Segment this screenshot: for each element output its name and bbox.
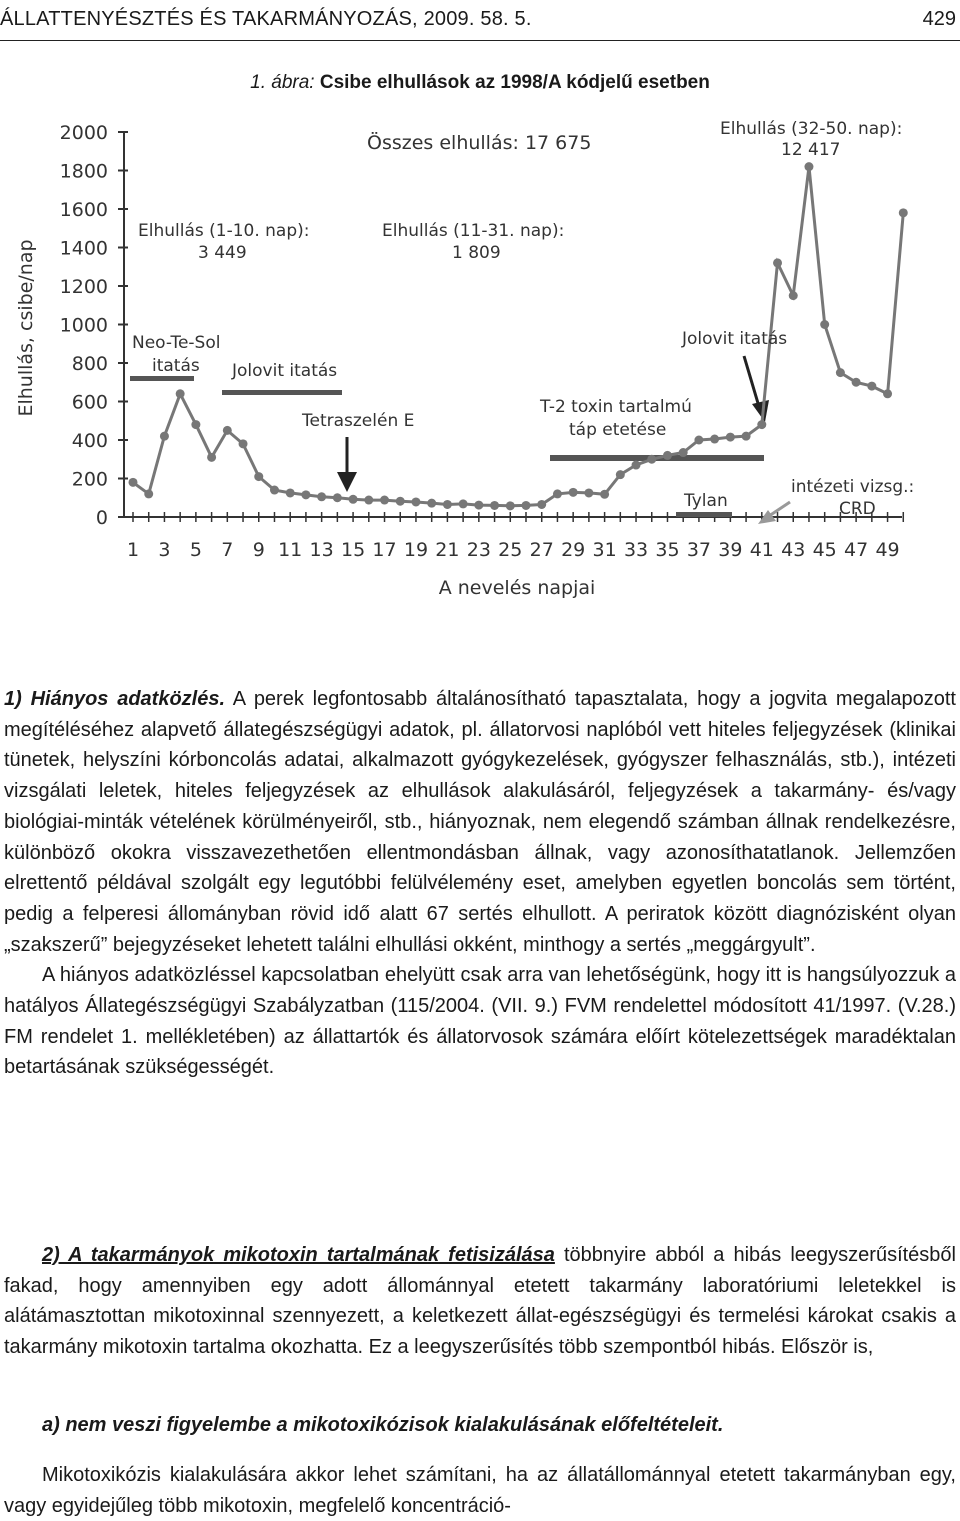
x-tick-label: 25: [498, 539, 523, 561]
data-point: [411, 497, 420, 506]
figure-title: Csibe elhullások az 1998/A kódjelű esetben: [319, 72, 710, 93]
data-point: [663, 451, 672, 460]
bar-jolovit-1: [222, 390, 342, 395]
data-point: [207, 453, 216, 462]
annotation-phase1-title: Elhullás (1-10. nap):: [138, 221, 310, 241]
x-axis-title: A nevelés napjai: [438, 577, 596, 599]
article-body-4: [4, 1460, 956, 1521]
data-point: [427, 499, 436, 508]
paragraph-2: [4, 960, 956, 1083]
data-point: [836, 368, 845, 377]
data-point: [757, 420, 766, 429]
data-point: [899, 208, 908, 217]
paragraph-3: [4, 1240, 956, 1363]
p4-text: a) nem veszi figyelembe a mikotoxikózisok kialakulásának előfeltételeit.: [42, 1414, 724, 1436]
x-tick-label: 27: [529, 539, 554, 561]
data-point: [223, 426, 232, 435]
paragraph-5: [4, 1460, 956, 1521]
paragraph-4: [4, 1410, 956, 1441]
data-point: [490, 501, 499, 510]
data-point: [522, 501, 531, 510]
x-tick-label: 3: [158, 539, 171, 561]
x-tick-label: 7: [221, 539, 234, 561]
annotation-total: Összes elhullás: 17 675: [367, 132, 592, 154]
p2-text: A hiányos adatközléssel kapcsolatban ehelyütt csak arra van lehetőségünk, hogy itt is hangsúlyozzuk a hatályos Állategészségügyi Szabályzatban (115/2004. (VII. 9.) FVM rendelettel módosított 41/1997. (V.28.) FM rendelet 1. mellékletében) az állattartók és állatorvosok számára előírt kötelezettségek maradéktalan betartásának szükségességét.: [4, 964, 956, 1079]
page-number: 429: [922, 8, 956, 30]
annotation-phase2-title: Elhullás (11-31. nap):: [382, 221, 565, 241]
data-point: [710, 435, 719, 444]
data-point: [820, 320, 829, 329]
annotation-phase1-value: 3 449: [198, 243, 247, 263]
annotation-neo-te-sol: Neo-Te-Sol: [132, 333, 221, 353]
x-tick-label: 23: [466, 539, 491, 561]
x-tick-label: 49: [875, 539, 900, 561]
data-point: [364, 496, 373, 505]
data-point: [647, 455, 656, 464]
p1-text: A perek legfontosabb általánosítható tapasztalata, hogy a jogvita megalapozott megítéléséhez alapvető állategészségügyi adatok, pl. állatorvosi naplóból vett hiteles feljegyzések (klinikai tünetek, helyszíni kórboncolás adatai, alkalmazott gyógykezelések, gyógyszer felhasználás, stb.), intézeti vizsgálati leletek, hiteles feljegyzések az elhullások alakulásáról, feljegyzések a takarmány- és/vagy biológiai-minták vételének körülményeiről, stb., hiányoznak, nem elegendő számban állnak rendelkezésre, különböző okokra visszavezethetően ellentmondásban állnak, vagy azonosíthatatlanok. Jellemzően elrettentő példával szolgált egy legutóbbi felülvélemény eset, amelyben egyetlen boncolás sem történt, pedig a felperesi állományban rövid idő alatt 67 sertés elhullott. A periratok között diagnózisként olyan „szakszerű” bejegyzéseket lehetett találni elhullási okként, minthogy a sertés „meggárgyult”.: [4, 688, 956, 956]
annotation-phase3-value: 12 417: [781, 140, 841, 160]
x-tick-label: 19: [403, 539, 429, 561]
data-point: [742, 432, 751, 441]
paragraph-1: [4, 684, 956, 960]
y-tick-label: 600: [71, 391, 108, 414]
data-point: [239, 439, 248, 448]
data-point: [380, 496, 389, 505]
data-point: [679, 448, 688, 457]
annotation-neo-itatas: itatás: [152, 356, 200, 376]
x-tick-label: 41: [749, 539, 774, 561]
y-axis-title: Elhullás, csibe/nap: [15, 239, 37, 417]
data-point: [867, 382, 876, 391]
data-point: [396, 497, 405, 506]
chart-axes: [15, 122, 903, 599]
data-point: [474, 501, 483, 510]
x-tick-label: 47: [844, 539, 869, 561]
p3-heading: 2) A takarmányok mikotoxin tartalmának fetisizálása: [42, 1244, 555, 1266]
data-point: [694, 436, 703, 445]
arrow-tetraszelen-head: [337, 472, 357, 492]
data-point: [270, 486, 279, 495]
y-tick-label: 200: [71, 468, 108, 491]
annotation-crd-1: intézeti vizsg.:: [791, 477, 915, 497]
x-tick-label: 37: [686, 539, 712, 561]
data-point: [537, 500, 546, 509]
y-tick-label: 1400: [59, 237, 108, 260]
annotation-phase3-title: Elhullás (32-50. nap):: [720, 119, 903, 139]
y-tick-label: 1200: [59, 276, 108, 298]
annotation-t2-toxin-1: T-2 toxin tartalmú: [540, 397, 692, 417]
x-tick-label: 45: [812, 539, 837, 561]
x-tick-label: 21: [435, 539, 460, 561]
y-tick-label: 400: [71, 430, 108, 452]
data-point: [349, 495, 358, 504]
y-tick-label: 1000: [59, 314, 108, 337]
journal-title: ÁLLATTENYÉSZTÉS ÉS TAKARMÁNYOZÁS, 2009. 58. 5.: [0, 8, 532, 30]
x-tick-label: 15: [340, 539, 366, 561]
data-point: [726, 433, 735, 442]
x-tick-label: 35: [655, 539, 680, 561]
x-tick-label: 17: [372, 539, 397, 561]
data-point: [852, 378, 861, 387]
x-tick-label: 29: [561, 539, 586, 561]
y-tick-label: 800: [71, 353, 108, 375]
data-point: [333, 493, 342, 502]
bar-neo-te-sol: [130, 376, 194, 381]
data-point: [773, 258, 782, 267]
page-header: [0, 0, 960, 41]
annotation-phase2-value: 1 809: [452, 243, 501, 263]
data-point: [632, 461, 641, 470]
data-point: [459, 499, 468, 508]
x-tick-label: 39: [718, 539, 743, 561]
data-point: [286, 488, 295, 497]
article-body-2: [4, 1240, 956, 1363]
series-line: [133, 167, 903, 506]
mortality-line-chart: [0, 100, 960, 610]
data-point: [160, 432, 169, 441]
x-tick-label: 43: [781, 539, 806, 561]
p1-heading: 1) Hiányos adatközlés.: [4, 688, 226, 710]
annotation-crd-2: CRD: [839, 499, 876, 519]
annotation-t2-toxin-2: táp etetése: [569, 420, 667, 440]
y-tick-label: 2000: [59, 122, 108, 144]
x-tick-label: 5: [189, 539, 202, 561]
data-point: [144, 489, 153, 498]
bar-tylan: [676, 512, 732, 517]
annotation-jolovit-1: Jolovit itatás: [232, 361, 338, 381]
arrow-jolovit-head: [752, 400, 769, 422]
figure-label: 1. ábra:: [250, 72, 315, 93]
data-point: [553, 489, 562, 498]
figure-caption: [0, 72, 960, 94]
y-tick-label: 1800: [59, 160, 108, 183]
annotation-tetraszelen: Tetraszelén E: [302, 411, 415, 431]
data-point: [883, 389, 892, 398]
x-tick-label: 31: [592, 539, 617, 561]
data-point: [176, 389, 185, 398]
x-tick-label: 9: [252, 539, 265, 561]
annotation-jolovit-2: Jolovit itatás: [682, 329, 788, 349]
p5-text: Mikotoxikózis kialakulására akkor lehet számítani, ha az állatállománnyal etetett takarmányban egy, vagy egyidejűleg több mikotoxin, megfelelő koncentráció-: [4, 1464, 956, 1517]
x-tick-label: 33: [623, 539, 649, 561]
y-tick-label: 1600: [59, 199, 108, 221]
data-point: [191, 420, 200, 429]
article-body-3: [4, 1410, 956, 1441]
series-points: [129, 162, 908, 510]
data-point: [569, 488, 578, 497]
data-point: [600, 490, 609, 499]
x-tick-label: 13: [309, 539, 334, 561]
data-point: [506, 501, 515, 510]
data-point: [789, 291, 798, 300]
y-tick-label: 0: [95, 507, 108, 529]
data-point: [129, 478, 138, 487]
data-point: [804, 162, 813, 171]
arrow-jolovit-shaft: [744, 356, 760, 410]
data-point: [317, 492, 326, 501]
p3-text: többnyire abból a hibás leegyszerűsítésből fakad, hogy amennyiben egy adott állománnyal etetett takarmány laboratóriumi leletekkel is alátámasztottan mikotoxinnal szennyezett, a keletkezett állat-egészségügyi és termelési károkat csakis a takarmány mikotoxin tartalma okozhatta. Ez a leegyszerűsítés több szempontból hibás. Először is,: [4, 1244, 956, 1359]
x-tick-label: 1: [126, 539, 140, 561]
data-point: [443, 500, 452, 509]
x-tick-label: 11: [278, 539, 303, 561]
article-body: [4, 684, 956, 1083]
data-point: [616, 470, 625, 479]
annotation-tylan: Tylan: [684, 491, 728, 511]
data-point: [301, 490, 310, 499]
data-point: [254, 472, 263, 481]
data-point: [584, 488, 593, 497]
